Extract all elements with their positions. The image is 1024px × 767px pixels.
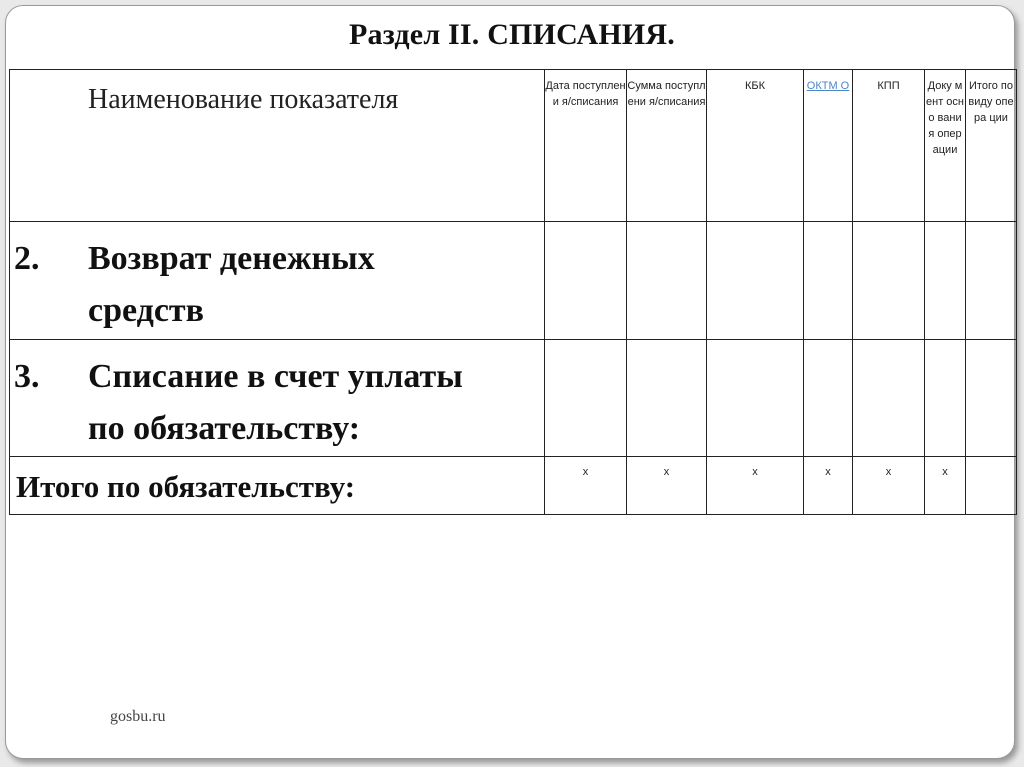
table-cell: [853, 340, 925, 457]
total-label: Итого по обязательству:: [10, 457, 545, 515]
oktmo-link[interactable]: ОКТМ О: [806, 80, 850, 92]
total-mark: [966, 457, 1017, 515]
footer-source: gosbu.ru: [110, 708, 166, 725]
column-header-oktmo[interactable]: [804, 70, 853, 222]
total-mark: x: [545, 457, 627, 515]
row-text: [88, 351, 463, 455]
row-text-line2: средств: [88, 292, 204, 329]
table-cell: [627, 340, 707, 457]
table-cell: [545, 222, 627, 340]
table-cell: [804, 340, 853, 457]
table-cell: [707, 222, 804, 340]
row-label-write-off: [10, 340, 545, 457]
table-header-row: [10, 70, 1017, 222]
total-mark: x: [804, 457, 853, 515]
page-title: Раздел II. СПИСАНИЯ.: [348, 18, 676, 51]
column-header-name: Наименование показателя: [10, 70, 545, 222]
table-cell: [627, 222, 707, 340]
table-cell: [925, 222, 966, 340]
column-header-total-by-type: Итого по виду опера ции: [966, 70, 1017, 222]
table-total-row: [10, 457, 1017, 515]
column-header-document: Доку мент осно вани я опер ации: [925, 70, 966, 222]
column-header-kbk: КБК: [707, 70, 804, 222]
table-cell: [966, 222, 1017, 340]
table-row: [10, 222, 1017, 340]
total-mark: x: [627, 457, 707, 515]
row-text-line2: по обязательству:: [88, 410, 361, 447]
table-cell: [966, 340, 1017, 457]
row-number: 3.: [14, 358, 40, 395]
total-mark: x: [853, 457, 925, 515]
table-cell: [925, 340, 966, 457]
row-text-line1: Списание в счет уплаты: [88, 358, 463, 395]
table-cell: [804, 222, 853, 340]
total-mark: x: [925, 457, 966, 515]
write-off-table: [9, 69, 1017, 515]
column-header-amount: Сумма поступлени я/списания: [627, 70, 707, 222]
column-header-kpp: КПП: [853, 70, 925, 222]
row-text: [88, 233, 375, 337]
row-text-line1: Возврат денежных: [88, 240, 375, 277]
row-number: 2.: [14, 240, 40, 277]
table-row: [10, 340, 1017, 457]
table-cell: [707, 340, 804, 457]
total-mark: x: [707, 457, 804, 515]
table-cell: [853, 222, 925, 340]
row-label-refund: [10, 222, 545, 340]
column-header-date: Дата поступлени я/списания: [545, 70, 627, 222]
table-cell: [545, 340, 627, 457]
